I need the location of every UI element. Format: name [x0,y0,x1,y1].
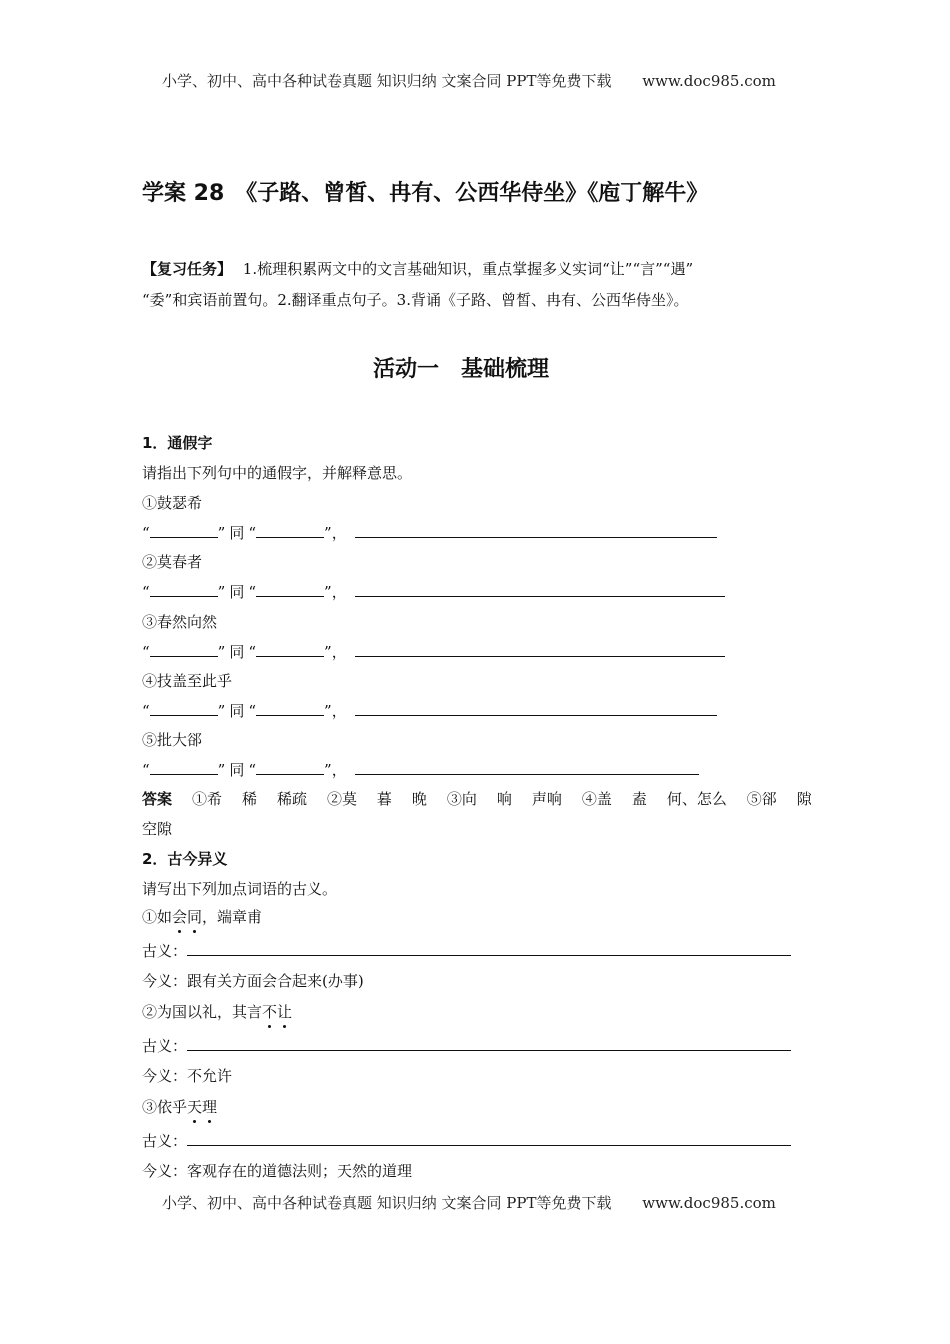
gujin-sentence [142,1096,217,1117]
open-quote: “ [248,702,257,720]
meaning-blank[interactable] [355,701,717,716]
gujin-heading: 2．古今异义 [142,850,228,868]
header-url[interactable]: www.doc985.com [642,72,776,90]
open-quote: “ [248,761,257,779]
tongjiazi-instruction: 请指出下列句中的通假字，并解释意思。 [142,464,413,482]
same-as-text: 同 [229,761,245,779]
open-quote: “ [142,761,150,779]
header-text: 小学、初中、高中各种试卷真题 知识归纳 文案合同 PPT等免费下载 [162,72,612,90]
original-char-blank[interactable] [256,523,324,538]
review-task-line1 [142,258,693,279]
footer-url[interactable]: www.doc985.com [642,1194,776,1212]
tongjiazi-sentence: ③春然向然 [142,613,218,631]
tongjia-char-blank[interactable] [150,523,218,538]
emphasized-char: 会 [172,908,188,926]
answer-item: ⑤郤 [746,790,777,808]
original-char-blank[interactable] [256,582,324,597]
open-quote: “ [142,583,150,601]
emphasized-char: 同 [187,908,203,926]
gujin-instruction: 请写出下列加点词语的古义。 [142,880,338,898]
tongjiazi-fill-row [142,759,699,780]
answer-item: 盍 [631,790,647,808]
tongjiazi-fill-row [142,581,725,602]
document-title: 学案 28 《子路、曾皙、冉有、公西华侍坐》《庖丁解牛》 [142,181,709,206]
comma: ， [331,702,347,720]
meaning-blank[interactable] [355,642,725,657]
meaning-blank[interactable] [355,760,699,775]
jin-meaning: 今义：客观存在的道德法则；天然的道理 [142,1162,413,1180]
close-quote: ” [324,583,332,601]
same-as-text: 同 [229,643,245,661]
tongjiazi-sentence: ①鼓瑟希 [142,494,203,512]
tongjiazi-sentence: ⑤批大郤 [142,731,203,749]
jin-meaning: 今义：不允许 [142,1067,233,1085]
tongjiazi-fill-row [142,522,717,543]
close-quote: ” [324,761,332,779]
close-quote: ” [324,702,332,720]
comma: ， [331,583,347,601]
gu-meaning-blank[interactable] [187,941,791,956]
review-task-label: 【复习任务】 [142,260,233,278]
close-quote: ” [217,761,226,779]
emphasized-char: 天 [187,1098,203,1116]
meaning-blank[interactable] [355,582,725,597]
open-quote: “ [142,702,150,720]
answer-item: 晚 [411,790,427,808]
close-quote: ” [324,643,332,661]
close-quote: ” [324,524,332,542]
tongjiazi-sentence: ②莫春者 [142,553,203,571]
tongjiazi-sentence: ④技盖至此乎 [142,672,233,690]
review-task-text1: 1.梳理积累两文中的文言基础知识，重点掌握多义实词“让”“言”“遇” [242,260,694,278]
emphasized-char: 不 [262,1003,278,1021]
activity-title: 活动一 基础梳理 [373,357,550,382]
gu-label: 古义： [142,1132,188,1150]
gu-label: 古义： [142,1037,188,1055]
tongjia-char-blank[interactable] [150,582,218,597]
tongjiazi-fill-row [142,700,717,721]
sentence-text: ①如 [142,908,173,926]
gujin-sentence [142,1001,292,1022]
sentence-text: ③依乎 [142,1098,188,1116]
gu-meaning-blank[interactable] [187,1131,791,1146]
gu-meaning-row [142,1130,791,1151]
answer-item: ①希 [191,790,222,808]
close-quote: ” [217,583,226,601]
sentence-text: ，端章甫 [202,908,263,926]
tongjia-char-blank[interactable] [150,701,218,716]
answer-item: ③向 [446,790,477,808]
gu-label: 古义： [142,942,188,960]
original-char-blank[interactable] [256,760,324,775]
open-quote: “ [248,583,257,601]
answer-item: ②莫 [326,790,357,808]
original-char-blank[interactable] [256,701,324,716]
gu-meaning-blank[interactable] [187,1036,791,1051]
open-quote: “ [248,643,257,661]
answer-item: 声响 [531,790,562,808]
gu-meaning-row [142,940,791,961]
page-footer [162,1192,776,1213]
answer-item: 稀疏 [276,790,307,808]
meaning-blank[interactable] [355,523,717,538]
same-as-text: 同 [229,702,245,720]
tongjiazi-fill-row [142,641,725,662]
answer-label: 答案 [142,790,173,808]
tongjia-char-blank[interactable] [150,760,218,775]
jin-meaning: 今义：跟有关方面会合起来(办事) [142,972,364,990]
page-header [162,70,776,91]
tongjiazi-answer [142,788,812,809]
tongjia-char-blank[interactable] [150,642,218,657]
answer-item: 隙 [796,790,812,808]
comma: ， [331,524,347,542]
answer-item: 何、怎么 [666,790,727,808]
same-as-text: 同 [229,524,245,542]
emphasized-char: 理 [202,1098,218,1116]
original-char-blank[interactable] [256,642,324,657]
open-quote: “ [142,524,150,542]
review-task-line2: “委”和宾语前置句。2.翻译重点句子。3.背诵《子路、曾皙、冉有、公西华侍坐》。 [142,291,689,309]
footer-text: 小学、初中、高中各种试卷真题 知识归纳 文案合同 PPT等免费下载 [162,1194,612,1212]
answer-item: 暮 [376,790,392,808]
close-quote: ” [217,702,226,720]
answer-item: 稀 [241,790,257,808]
answer-item: ④盖 [581,790,612,808]
gu-meaning-row [142,1035,791,1056]
tongjiazi-heading: 1．通假字 [142,434,213,452]
tongjiazi-answer-line2: 空隙 [142,820,173,838]
comma: ， [331,643,347,661]
close-quote: ” [217,643,226,661]
sentence-text: ②为国以礼，其言 [142,1003,263,1021]
emphasized-char: 让 [277,1003,293,1021]
answer-item: 响 [496,790,512,808]
comma: ， [331,761,347,779]
open-quote: “ [248,524,257,542]
close-quote: ” [217,524,226,542]
same-as-text: 同 [229,583,245,601]
open-quote: “ [142,643,150,661]
gujin-sentence [142,906,262,927]
